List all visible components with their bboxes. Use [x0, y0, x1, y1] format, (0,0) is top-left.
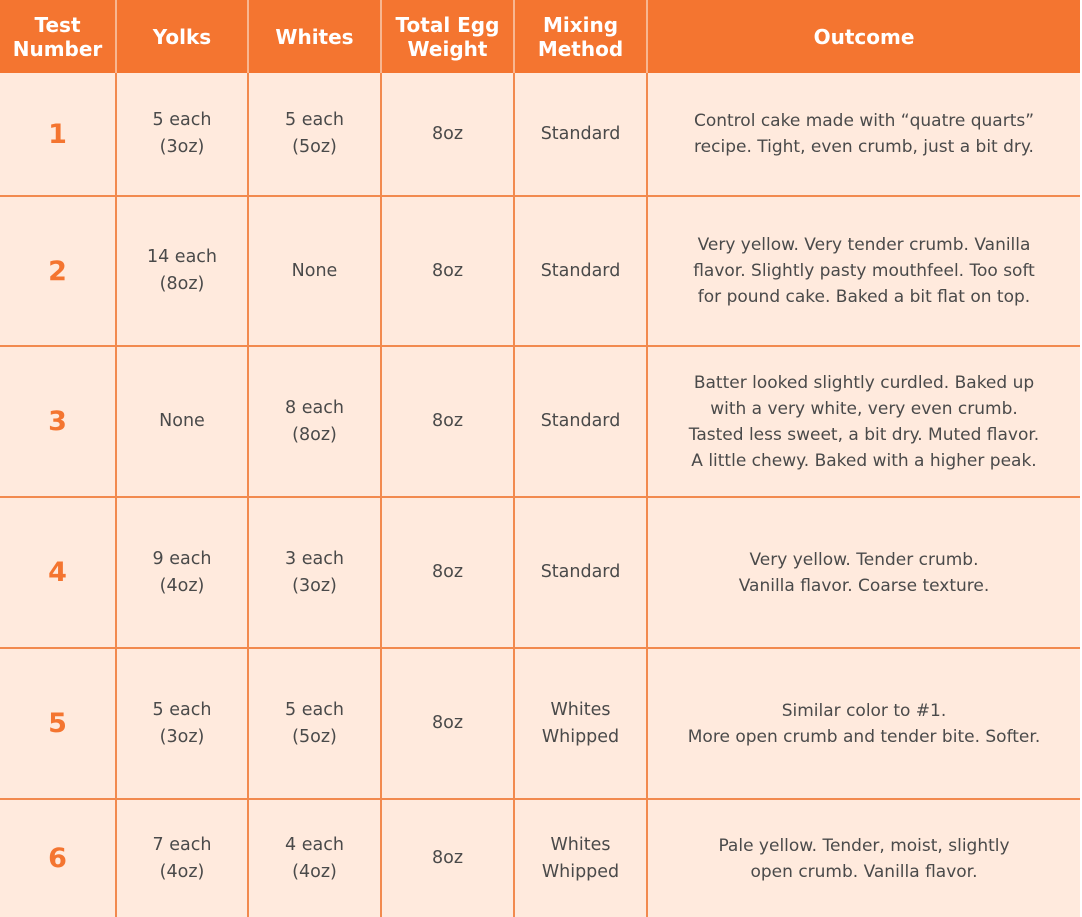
table-row [0, 497, 1080, 648]
header-whites: Whites [248, 0, 381, 73]
outcome-cell: Similar color to #1. More open crumb and tender bite. Softer. [647, 648, 1080, 799]
test-number-cell: 5 [0, 648, 116, 799]
outcome-cell: Control cake made with “quatre quarts” recipe. Tight, even crumb, just a bit dry. [647, 73, 1080, 196]
table-row [0, 648, 1080, 799]
header-test-number: Test Number [0, 0, 116, 73]
mixing-method-cell: Whites Whipped [514, 799, 647, 917]
total-egg-weight-cell: 8oz [381, 799, 514, 917]
yolks-cell: 14 each (8oz) [116, 196, 248, 346]
table-row [0, 346, 1080, 497]
header-yolks: Yolks [116, 0, 248, 73]
outcome-cell: Very yellow. Very tender crumb. Vanilla flavor. Slightly pasty mouthfeel. Too soft for pound cake. Baked a bit flat on top. [647, 196, 1080, 346]
header-outcome: Outcome [647, 0, 1080, 73]
table-row [0, 73, 1080, 196]
yolks-cell: 7 each (4oz) [116, 799, 248, 917]
mixing-method-cell: Standard [514, 196, 647, 346]
test-number-cell: 1 [48, 118, 67, 150]
test-number-cell: 4 [0, 497, 116, 648]
mixing-method-cell: Whites Whipped [514, 648, 647, 799]
mixing-method-cell: Standard [514, 497, 647, 648]
total-egg-weight-cell: 8oz [381, 346, 514, 497]
whites-cell: 5 each (5oz) [248, 73, 381, 196]
table-row [0, 196, 1080, 346]
header-total-egg-weight: Total Egg Weight [381, 0, 514, 73]
yolks-cell: 5 each (3oz) [116, 73, 248, 196]
total-egg-weight-cell: 8oz [381, 196, 514, 346]
table-row [0, 799, 1080, 917]
total-egg-weight-cell: 8oz [381, 73, 514, 196]
whites-cell: 4 each (4oz) [248, 799, 381, 917]
test-number-cell: 6 [0, 799, 116, 917]
table-header [0, 0, 1080, 73]
whites-cell: 3 each (3oz) [248, 497, 381, 648]
header-mixing-method: Mixing Method [514, 0, 647, 73]
outcome-cell: Very yellow. Tender crumb. Vanilla flavor. Coarse texture. [647, 497, 1080, 648]
mixing-method-cell: Standard [514, 346, 647, 497]
header-row [0, 0, 1080, 73]
outcome-cell: Pale yellow. Tender, moist, slightly open crumb. Vanilla flavor. [647, 799, 1080, 917]
mixing-method-cell: Standard [514, 73, 647, 196]
yolks-cell: None [116, 346, 248, 497]
whites-cell: 8 each (8oz) [248, 346, 381, 497]
yolks-cell: 9 each (4oz) [116, 497, 248, 648]
outcome-cell: Batter looked slightly curdled. Baked up with a very white, very even crumb. Tasted less sweet, a bit dry. Muted flavor. A little chewy. Baked with a higher peak. [647, 346, 1080, 497]
total-egg-weight-cell: 8oz [381, 648, 514, 799]
test-number-cell: 3 [0, 346, 116, 497]
table-body [0, 73, 1080, 917]
whites-cell: None [248, 196, 381, 346]
whites-cell: 5 each (5oz) [248, 648, 381, 799]
test-number-cell: 2 [0, 196, 116, 346]
yolks-cell: 5 each (3oz) [116, 648, 248, 799]
total-egg-weight-cell: 8oz [381, 497, 514, 648]
